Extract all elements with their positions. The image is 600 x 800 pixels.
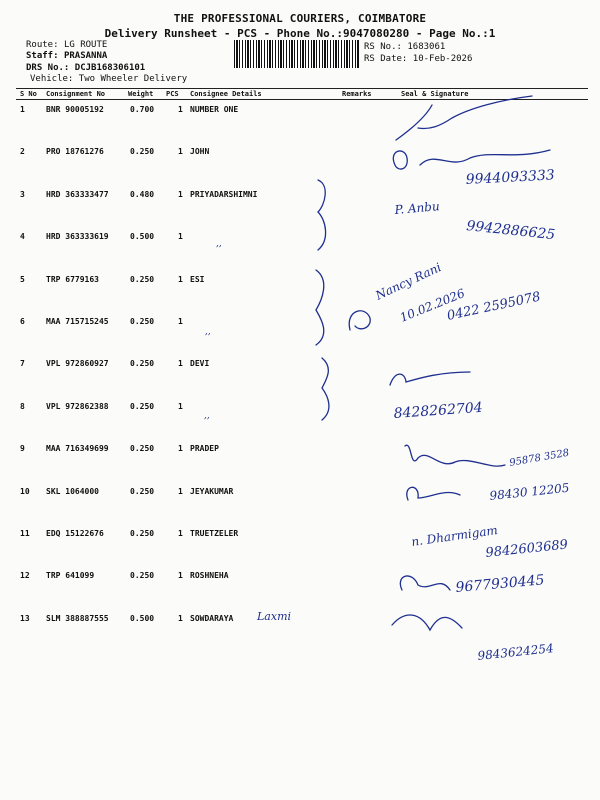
- header-consignment: Consignment No: [46, 90, 106, 98]
- name-3: P. Anbu: [394, 199, 441, 217]
- phone-11: 9842603689: [484, 537, 569, 561]
- table-row: [16, 185, 588, 227]
- route-line: [26, 40, 107, 51]
- row-pcs: 1: [178, 105, 183, 114]
- table-row: [16, 354, 588, 396]
- drs-value: DCJB168306101: [74, 63, 146, 73]
- row-pcs: 1: [178, 147, 183, 157]
- table-row: [16, 100, 588, 142]
- row-consignee: TRUETZELER: [190, 528, 239, 538]
- phone-13: 9843624254: [476, 641, 555, 663]
- row-weight: 0.480: [130, 189, 155, 199]
- row-pcs: 1: [178, 189, 183, 199]
- table-header: [16, 88, 588, 100]
- table-row: [16, 439, 588, 481]
- row-pcs: 1: [178, 316, 183, 326]
- row-weight: 0.700: [130, 105, 155, 114]
- header-title: THE PROFESSIONAL COURIERS, COIMBATORE: [173, 12, 427, 25]
- runsheet-table: [16, 88, 588, 651]
- row-sno: 7: [20, 359, 25, 369]
- row-weight: 0.500: [130, 613, 155, 623]
- name-11: n. Dharmigam: [410, 522, 499, 549]
- row-consignment: TRP 641099: [46, 571, 95, 581]
- phone-8: 8428262704: [393, 399, 484, 422]
- ditto-8: ,,: [204, 411, 210, 421]
- row-weight: 0.250: [130, 401, 155, 411]
- phone-10: 98430 12205: [488, 480, 571, 503]
- row-consignment: VPL 972860927: [46, 359, 109, 369]
- rs-date-line: [364, 54, 472, 64]
- phone-3: 9942886625: [465, 218, 556, 244]
- row-consignee: ESI: [190, 274, 205, 284]
- row-sno: 11: [20, 528, 30, 538]
- ditto-6: ,,: [205, 327, 211, 337]
- row-weight: 0.250: [130, 274, 155, 284]
- row-weight: 0.500: [130, 232, 155, 242]
- row-weight: 0.250: [130, 571, 155, 581]
- phone-2: 9944093333: [465, 167, 556, 188]
- phone-9: 95878 3528: [508, 447, 571, 469]
- table-row: [16, 142, 588, 184]
- row-pcs: 1: [178, 401, 183, 411]
- row-consignment: TRP 6779163: [46, 274, 99, 284]
- rs-no-line: [364, 42, 445, 52]
- table-row: [16, 312, 588, 354]
- row-sno: 6: [20, 316, 25, 326]
- row-sno: 3: [20, 189, 25, 199]
- row-sno: 10: [20, 486, 30, 496]
- row-consignment: MAA 715715245: [46, 316, 109, 326]
- row-pcs: 1: [178, 613, 183, 623]
- header-weight: Weight: [128, 90, 154, 98]
- row-sno: 1: [20, 105, 25, 114]
- name-13: Laxmi: [257, 610, 292, 623]
- date-5: 10.02.2026: [397, 286, 467, 325]
- phone-12: 9677930445: [454, 572, 546, 596]
- table-body: [16, 100, 588, 651]
- row-consignment: BNR 90005192: [46, 105, 104, 114]
- rs-no-value: 1683061: [407, 42, 446, 52]
- row-consignment: EDQ 15122676: [46, 528, 104, 538]
- header-consignee: Consignee Details: [190, 90, 262, 98]
- row-weight: 0.250: [130, 486, 155, 496]
- row-consignment: HRD 363333477: [46, 189, 109, 199]
- row-sno: 8: [20, 401, 25, 411]
- ditto-4: ,,: [216, 239, 222, 249]
- row-consignee: NUMBER ONE: [190, 105, 239, 114]
- row-consignment: PRO 18761276: [46, 147, 104, 157]
- row-sno: 13: [20, 613, 30, 623]
- row-weight: 0.250: [130, 444, 155, 454]
- row-pcs: 1: [178, 486, 183, 496]
- staff-label: Staff:: [26, 51, 59, 61]
- row-consignment: SLM 388887555: [46, 613, 109, 623]
- rs-date-label: RS Date:: [364, 54, 408, 64]
- row-sno: 4: [20, 232, 25, 242]
- row-pcs: 1: [178, 359, 183, 369]
- header-pcs: PCS: [166, 90, 179, 98]
- row-consignment: VPL 972862388: [46, 401, 109, 411]
- staff-value: PRASANNA: [63, 51, 108, 61]
- row-weight: 0.250: [130, 528, 155, 538]
- row-sno: 9: [20, 444, 25, 454]
- row-pcs: 1: [178, 274, 183, 284]
- table-row: [16, 270, 588, 312]
- table-row: [16, 524, 588, 566]
- header-sno: S No: [20, 90, 37, 98]
- row-consignment: SKL 1064000: [46, 486, 99, 496]
- drs-label: DRS No.:: [26, 63, 70, 73]
- table-row: [16, 397, 588, 439]
- name-5: Nancy Rani: [373, 260, 444, 303]
- row-consignment: HRD 363333619: [46, 232, 109, 242]
- table-row: [16, 566, 588, 608]
- header-remarks: Remarks: [342, 90, 372, 98]
- vehicle-line: [30, 74, 187, 85]
- row-sno: 12: [20, 571, 30, 581]
- phone-6: 0422 2595078: [445, 289, 542, 324]
- row-consignee: JOHN: [190, 147, 210, 157]
- row-consignee: DEVI: [190, 359, 210, 369]
- row-weight: 0.250: [130, 147, 155, 157]
- table-row: [16, 227, 588, 269]
- vehicle-label: Vehicle:: [30, 74, 74, 84]
- row-pcs: 1: [178, 528, 183, 538]
- row-sno: 5: [20, 274, 25, 284]
- route-value: LG ROUTE: [63, 40, 108, 50]
- row-consignee: PRADEP: [190, 444, 219, 454]
- row-weight: 0.250: [130, 359, 155, 369]
- route-label: Route:: [26, 40, 59, 50]
- header-seal: Seal & Signature: [401, 90, 469, 98]
- row-consignee: JEYAKUMAR: [190, 486, 234, 496]
- rs-date-value: 10-Feb-2026: [412, 54, 473, 64]
- row-weight: 0.250: [130, 316, 155, 326]
- barcode: [234, 40, 359, 68]
- drs-line: [26, 63, 145, 74]
- row-consignment: MAA 716349699: [46, 444, 109, 454]
- header-subtitle: Delivery Runsheet - PCS - Phone No.:9047080280 - Page No.:1: [104, 27, 496, 40]
- row-pcs: 1: [178, 571, 183, 581]
- table-row: [16, 482, 588, 524]
- row-consignee: ROSHNEHA: [190, 571, 229, 581]
- row-pcs: 1: [178, 444, 183, 454]
- row-pcs: 1: [178, 232, 183, 242]
- staff-line: [26, 51, 107, 62]
- row-consignee: SOWDARAYA: [190, 613, 234, 623]
- rs-no-label: RS No.:: [364, 42, 402, 52]
- row-sno: 2: [20, 147, 25, 157]
- table-row: [16, 609, 588, 651]
- row-consignee: PRIYADARSHIMNI: [190, 189, 258, 199]
- vehicle-value: Two Wheeler Delivery: [78, 74, 188, 84]
